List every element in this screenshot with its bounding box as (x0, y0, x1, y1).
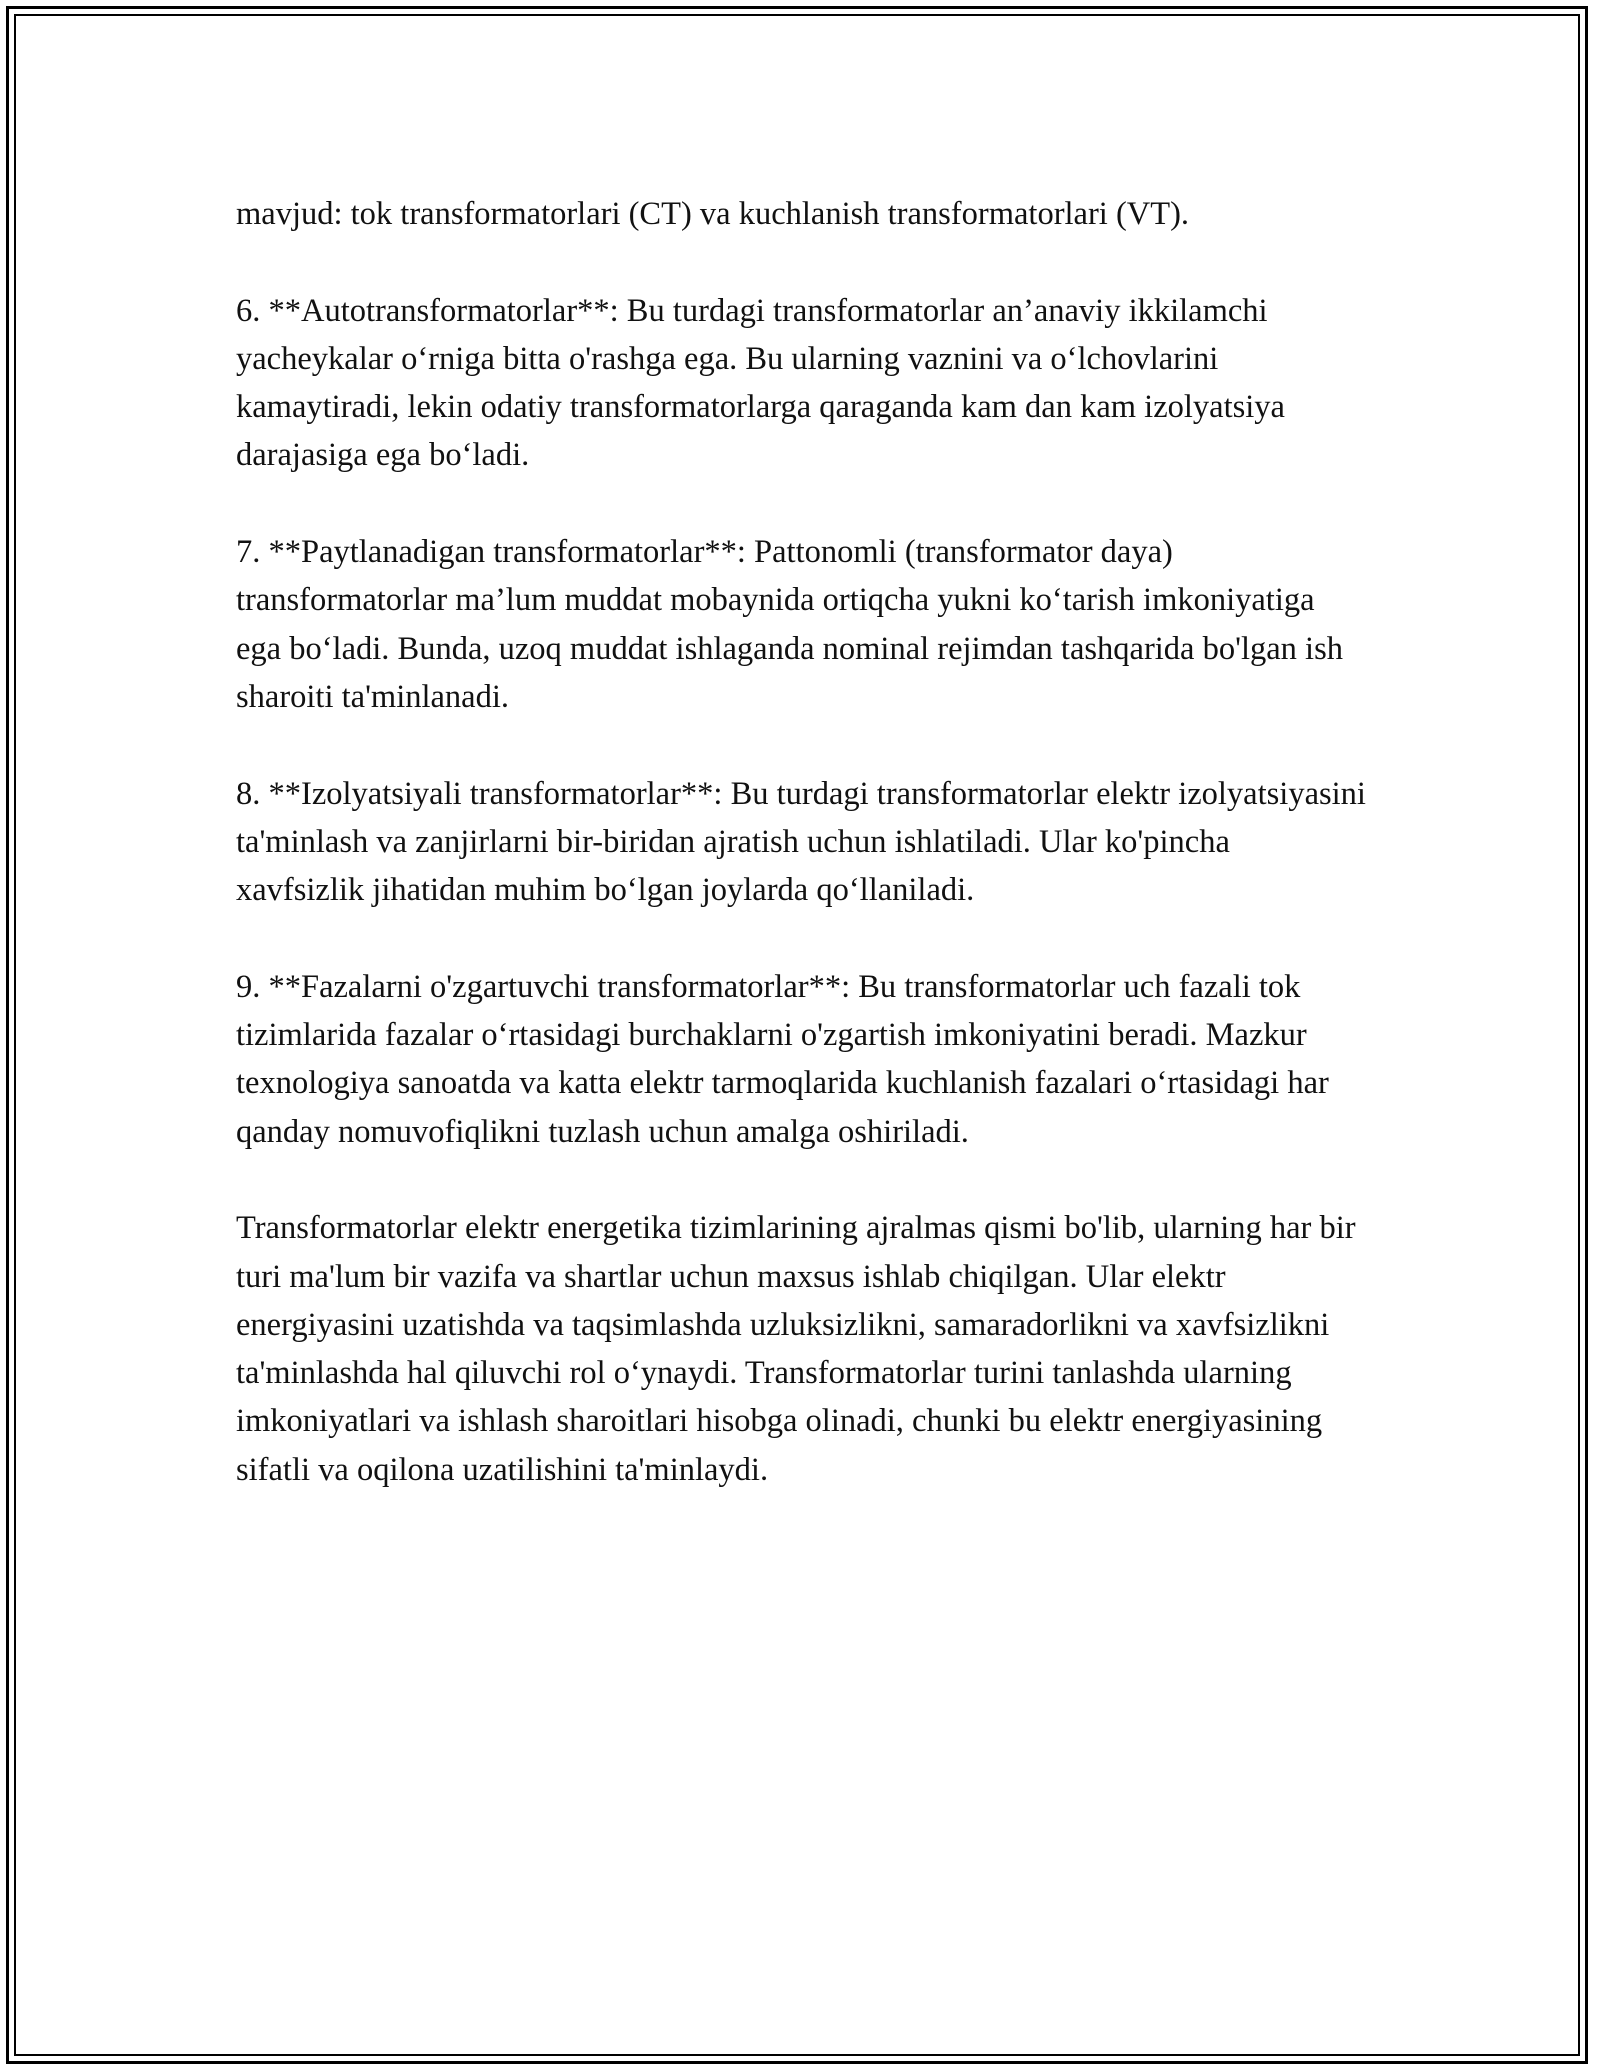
paragraph-autotransformers: 6. **Autotransformatorlar**: Bu turdagi transformatorlar an’anaviy ikkilamchi yacheykalar o‘rniga bitta o'rashga ega. Bu ularning vaznini va o‘lchovlarini kamaytiradi, lekin odatiy transformatorlarga qaraganda kam dan kam izolyatsiya darajasiga ega bo‘ladi. (236, 292, 1285, 474)
paragraph-phase-shifting-transformers: 9. **Fazalarni o'zgartuvchi transformatorlar**: Bu transformatorlar uch fazali tok tizimlarida fazalar o‘rtasidagi burchaklarni o'zgartish imkoniyatini beradi. Mazkur texnologiya sanoatda va katta elektr tarmoqlarida kuchlanish fazalari o‘rtasidagi har qanday nomuvofiqlikni tuzlash uchun amalga oshiriladi. (236, 968, 1329, 1150)
paragraph-continuation: mavjud: tok transformatorlari (CT) va kuchlanish transformatorlari (VT). (236, 196, 1190, 232)
document-body (236, 190, 1366, 1542)
paragraph-conclusion: Transformatorlar elektr energetika tizimlarining ajralmas qismi bo'lib, ularning har bir turi ma'lum bir vazifa va shartlar uchun maxsus ishlab chiqilgan. Ular elektr energiyasini uzatishda va taqsimlashda uzluksizlikni, samaradorlikni va xavfsizlikni ta'minlashda hal qiluvchi rol o‘ynaydi. Transformatorlar turini tanlashda ularning imkoniyatlari va ishlash sharoitlari hisobga olinadi, chunki bu elektr energiyasining sifatli va oqilona uzatilishini ta'minlaydi. (236, 1210, 1356, 1488)
paragraph-overload-transformers: 7. **Paytlanadigan transformatorlar**: Pattonomli (transformator daya) transformatorlar ma’lum muddat mobaynida ortiqcha yukni ko‘tarish imkoniyatiga ega bo‘ladi. Bunda, uzoq muddat ishlaganda nominal rejimdan tashqarida bo'lgan ish sharoiti ta'minlanadi. (236, 534, 1343, 715)
paragraph-isolation-transformers: 8. **Izolyatsiyali transformatorlar**: Bu turdagi transformatorlar elektr izolyatsiyasini ta'minlash va zanjirlarni bir-biridan ajratish uchun ishlatiladi. Ular ko'pincha xavfsizlik jihatidan muhim bo‘lgan joylarda qo‘llaniladi. (236, 775, 1366, 909)
